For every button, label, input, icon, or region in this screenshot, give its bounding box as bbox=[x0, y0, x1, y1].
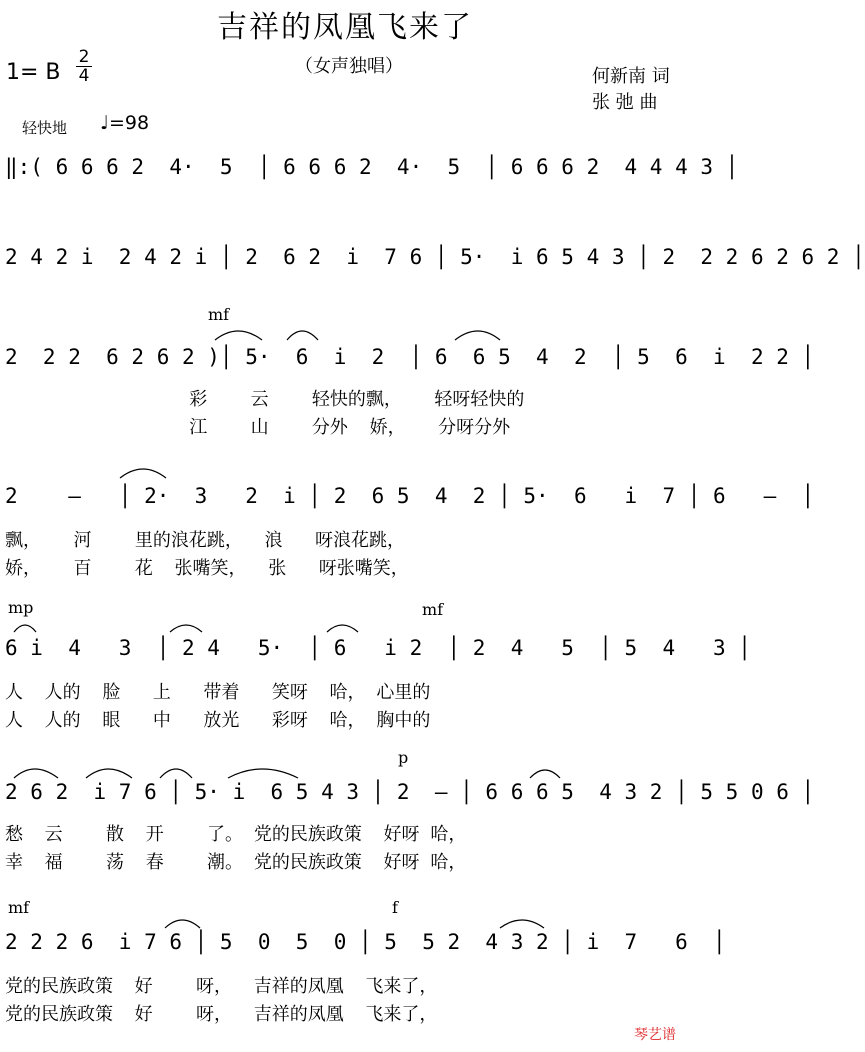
notes-row-5: 6 i 4 3 │ 2 4 5· │ 6 i 2 │ 2 4 5 │ 5 4 3 │ bbox=[5, 636, 751, 660]
key-signature: 1= B bbox=[6, 60, 61, 85]
dynamic-mark: mp bbox=[8, 598, 34, 617]
notes-row-1: ‖:( 6 6 6 2 4· 5 │ 6 6 6 2 4· 5 │ 6 6 6 2 4 4 4 3 │ bbox=[5, 155, 739, 179]
notes-row-2: 2 4 2 i 2 4 2 i │ 2 6 2 i 7 6 │ 5· i 6 5 4 3 │ 2 2 2 6 2 6 2 │ bbox=[5, 245, 865, 269]
notes-row-7: 2 2 2 6 i 7 6 │ 5 0 5 0 │ 5 5 2 4 3 2 │ i 7 6 │ bbox=[5, 930, 726, 954]
time-numerator: 2 bbox=[78, 47, 90, 67]
lyrics-row-3-verse-1: 彩 云 轻快的飘， 轻呀轻快的 bbox=[5, 389, 525, 410]
lyrics-row-5-verse-2: 人 人的 眼 中 放光 彩呀 哈， 胸中的 bbox=[5, 710, 431, 731]
tempo-mark: ♩=98 bbox=[100, 112, 150, 134]
lyrics-row-4-verse-1: 飘， 河 里的浪花跳， 浪 呀浪花跳， bbox=[5, 530, 406, 551]
song-title: 吉祥的凤凰飞来了 bbox=[217, 10, 473, 45]
lyrics-row-7-verse-2: 党的民族政策 好 呀， 吉祥的凤凰 飞来了， bbox=[5, 1004, 438, 1025]
lyrics-row-6-verse-1: 愁 云 散 开 了。 党的民族政策 好呀 哈， bbox=[5, 824, 467, 845]
notes-row-6: 2 6 2 i 7 6 │ 5· i 6 5 4 3 │ 2 — │ 6 6 6 5 4 3 2 │ 5 5 0 6 │ bbox=[5, 780, 815, 804]
lyricist: 何新南 词 bbox=[592, 66, 670, 87]
dynamic-mark: p bbox=[398, 748, 409, 767]
dynamic-mark: f bbox=[392, 898, 398, 917]
time-denominator: 4 bbox=[76, 66, 92, 85]
tempo-word: 轻快地 bbox=[22, 119, 68, 137]
notes-row-4: 2 — │ 2· 3 2 i │ 2 6 5 4 2 │ 5· 6 i 7 │ 6 — │ bbox=[5, 484, 815, 508]
lyrics-row-6-verse-2: 幸 福 荡 春 潮。 党的民族政策 好呀 哈， bbox=[5, 852, 467, 873]
composer: 张 弛 曲 bbox=[592, 92, 658, 113]
lyrics-row-7-verse-1: 党的民族政策 好 呀， 吉祥的凤凰 飞来了， bbox=[5, 976, 438, 997]
watermark-logo: 琴艺谱 bbox=[634, 1027, 676, 1043]
lyrics-row-4-verse-2: 娇， 百 花 张嘴笑， 张 呀张嘴笑， bbox=[5, 558, 409, 579]
lyrics-row-5-verse-1: 人 人的 脸 上 带着 笑呀 哈， 心里的 bbox=[5, 682, 431, 703]
dynamic-mark: mf bbox=[422, 600, 444, 619]
subtitle: （女声独唱） bbox=[295, 56, 403, 77]
dynamic-mark: mf bbox=[8, 898, 30, 917]
lyrics-row-3-verse-2: 江 山 分外 娇， 分呀分外 bbox=[5, 417, 511, 438]
notes-row-3: 2 2 2 6 2 6 2 )│ 5· 6 i 2 │ 6 6 5 4 2 │ 5 6 i 2 2 │ bbox=[5, 345, 815, 369]
dynamic-mark: mf bbox=[208, 305, 230, 324]
